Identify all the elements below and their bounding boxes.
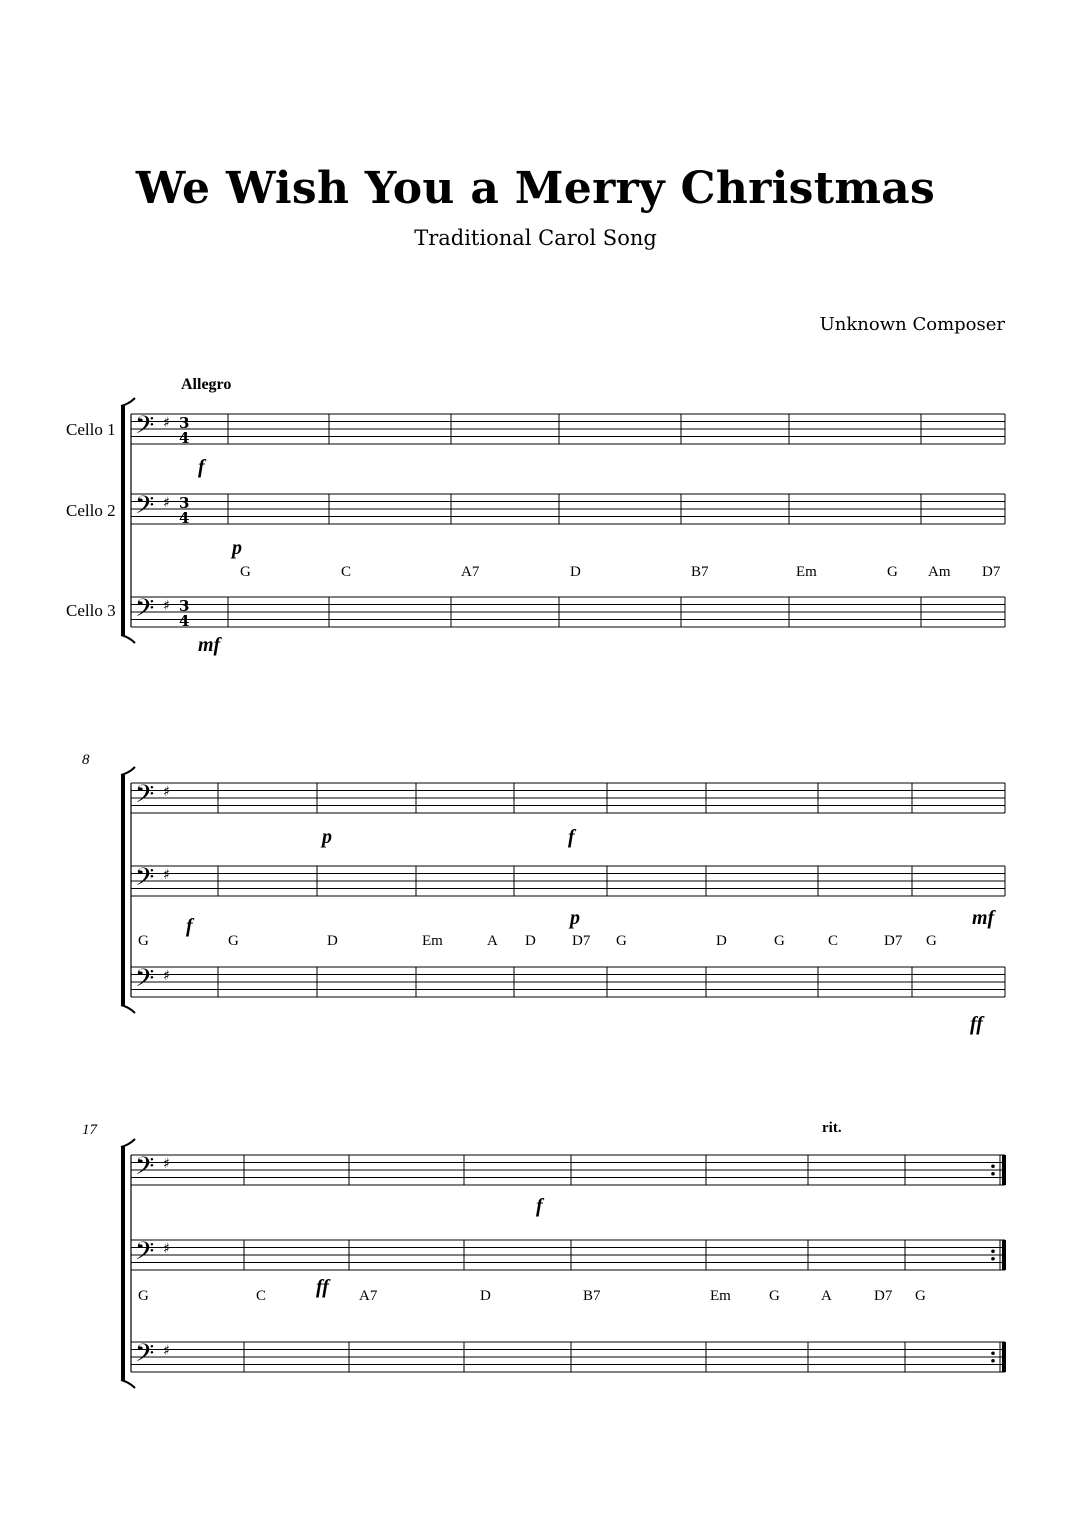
system-bracket bbox=[121, 1380, 135, 1388]
bass-clef-icon: 𝄢 bbox=[135, 1152, 155, 1187]
key-signature-sharp-icon: ♯ bbox=[163, 784, 170, 800]
time-signature-denominator: 4 bbox=[179, 509, 190, 527]
bass-clef-icon: 𝄢 bbox=[135, 411, 155, 446]
key-signature-sharp-icon: ♯ bbox=[163, 867, 170, 883]
bass-clef-icon: 𝄢 bbox=[135, 964, 155, 999]
chord-symbol: D7 bbox=[884, 933, 903, 949]
key-signature-sharp-icon: ♯ bbox=[163, 415, 170, 431]
repeat-barline bbox=[1002, 1155, 1006, 1185]
dynamic-marking: f bbox=[536, 1195, 543, 1217]
dynamic-marking: ff bbox=[970, 1013, 983, 1035]
instrument-label-cello-3: Cello 3 bbox=[66, 601, 116, 620]
bass-clef-icon: 𝄢 bbox=[135, 1237, 155, 1272]
chord-symbol: D7 bbox=[982, 564, 1001, 580]
bass-clef-icon: 𝄢 bbox=[135, 780, 155, 815]
system-bracket bbox=[121, 767, 135, 775]
chord-symbol: C bbox=[341, 564, 352, 580]
system-bracket bbox=[121, 398, 135, 406]
score-subtitle: Traditional Carol Song bbox=[414, 226, 657, 250]
system-bracket bbox=[121, 1139, 135, 1147]
key-signature-sharp-icon: ♯ bbox=[163, 968, 170, 984]
chord-symbol: G bbox=[240, 564, 251, 580]
chord-symbol: Am bbox=[928, 564, 951, 580]
repeat-dot bbox=[991, 1351, 995, 1355]
system-bracket bbox=[121, 406, 125, 635]
system-bracket bbox=[121, 1005, 135, 1013]
time-signature-numerator: 3 bbox=[179, 597, 190, 615]
chord-symbol: G bbox=[138, 1288, 149, 1304]
measure-number: 8 bbox=[82, 752, 90, 768]
chord-symbol: D7 bbox=[874, 1288, 893, 1304]
chord-symbol: D7 bbox=[572, 933, 591, 949]
score-title: We Wish You a Merry Christmas bbox=[135, 163, 936, 214]
key-signature-sharp-icon: ♯ bbox=[163, 1241, 170, 1257]
chord-symbol: G bbox=[887, 564, 898, 580]
composer-credit: Unknown Composer bbox=[819, 314, 1005, 335]
chord-symbol: G bbox=[769, 1288, 780, 1304]
system-bracket bbox=[121, 635, 135, 643]
chord-symbol: B7 bbox=[691, 564, 709, 580]
chord-symbol: C bbox=[828, 933, 839, 949]
chord-symbol: D bbox=[480, 1288, 491, 1304]
system-bracket bbox=[121, 1147, 125, 1380]
time-signature-numerator: 3 bbox=[179, 414, 190, 432]
chord-symbol: D bbox=[570, 564, 581, 580]
chord-symbol: A7 bbox=[461, 564, 480, 580]
repeat-dot bbox=[991, 1164, 995, 1168]
dynamic-marking: ff bbox=[316, 1276, 329, 1298]
repeat-dot bbox=[991, 1249, 995, 1253]
chord-symbol: A7 bbox=[359, 1288, 378, 1304]
measure-number: 17 bbox=[82, 1122, 97, 1138]
chord-symbol: Em bbox=[710, 1288, 731, 1304]
key-signature-sharp-icon: ♯ bbox=[163, 1343, 170, 1359]
dynamic-marking: p bbox=[232, 537, 242, 559]
bass-clef-icon: 𝄢 bbox=[135, 594, 155, 629]
chord-symbol: B7 bbox=[583, 1288, 601, 1304]
ritardando-marking: rit. bbox=[822, 1120, 842, 1136]
key-signature-sharp-icon: ♯ bbox=[163, 495, 170, 511]
repeat-dot bbox=[991, 1257, 995, 1261]
key-signature-sharp-icon: ♯ bbox=[163, 1156, 170, 1172]
repeat-barline bbox=[1002, 1342, 1006, 1372]
time-signature-denominator: 4 bbox=[179, 429, 190, 447]
tempo-marking: Allegro bbox=[181, 376, 232, 393]
key-signature-sharp-icon: ♯ bbox=[163, 598, 170, 614]
chord-symbol: D bbox=[716, 933, 727, 949]
repeat-dot bbox=[991, 1172, 995, 1176]
bass-clef-icon: 𝄢 bbox=[135, 1339, 155, 1374]
chord-symbol: G bbox=[926, 933, 937, 949]
dynamic-marking: f bbox=[568, 826, 575, 848]
chord-symbol: G bbox=[138, 933, 149, 949]
chord-symbol: D bbox=[525, 933, 536, 949]
dynamic-marking: f bbox=[186, 915, 193, 937]
time-signature-denominator: 4 bbox=[179, 612, 190, 630]
chord-symbol: Em bbox=[422, 933, 443, 949]
chord-symbol: A bbox=[487, 933, 498, 949]
bass-clef-icon: 𝄢 bbox=[135, 491, 155, 526]
chord-symbol: A bbox=[821, 1288, 832, 1304]
system-bracket bbox=[121, 775, 125, 1005]
dynamic-marking: mf bbox=[972, 907, 995, 929]
dynamic-marking: p bbox=[322, 826, 332, 848]
dynamic-marking: p bbox=[570, 907, 580, 929]
chord-symbol: G bbox=[228, 933, 239, 949]
repeat-barline bbox=[1002, 1240, 1006, 1270]
chord-symbol: G bbox=[774, 933, 785, 949]
dynamic-marking: mf bbox=[198, 634, 221, 656]
instrument-label-cello-1: Cello 1 bbox=[66, 420, 116, 439]
repeat-dot bbox=[991, 1359, 995, 1363]
chord-symbol: Em bbox=[796, 564, 817, 580]
chord-symbol: D bbox=[327, 933, 338, 949]
bass-clef-icon: 𝄢 bbox=[135, 863, 155, 898]
time-signature-numerator: 3 bbox=[179, 494, 190, 512]
chord-symbol: G bbox=[915, 1288, 926, 1304]
chord-symbol: C bbox=[256, 1288, 267, 1304]
chord-symbol: G bbox=[616, 933, 627, 949]
instrument-label-cello-2: Cello 2 bbox=[66, 501, 116, 520]
dynamic-marking: f bbox=[198, 456, 205, 478]
